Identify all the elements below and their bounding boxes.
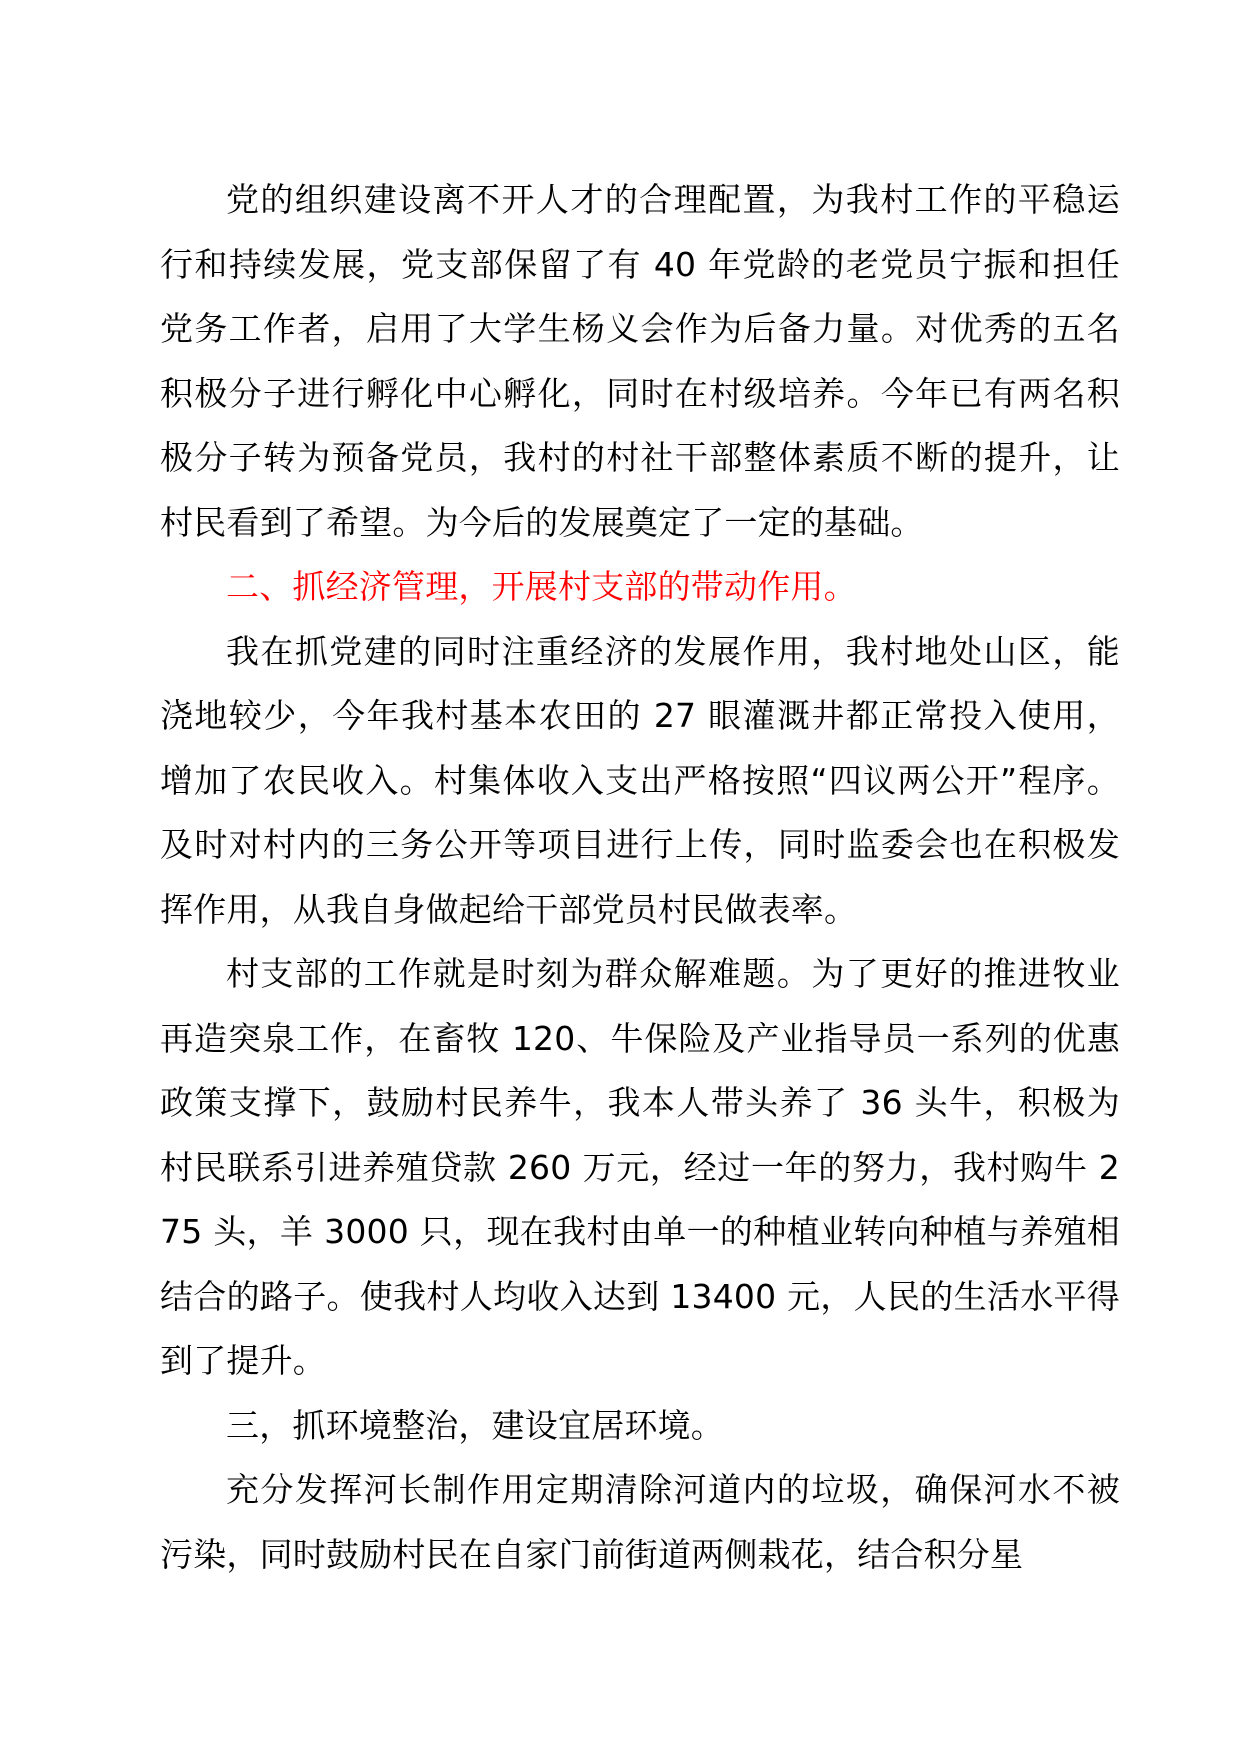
paragraph-river-cleanup: 充分发挥河长制作用定期清除河道内的垃圾，确保河水不被污染，同时鼓励村民在自家门前街道两侧栽花，结合积分星: [160, 1470, 1120, 1574]
section-heading-environment: 三，抓环境整治，建设宜居环境。: [226, 1405, 724, 1445]
paragraph-party-organization: 党的组织建设离不开人才的合理配置，为我村工作的平稳运行和持续发展，党支部保留了有 40 年党龄的老党员宁振和担任党务工作者，启用了大学生杨义会作为后备力量。对优秀的五名积极分子进行孵化中心孵化，同时在村级培养。今年已有两名积极分子转为预备党员，我村的村社干部整体素质不断的提升，让村民看到了希望。为今后的发展奠定了一定的基础。: [160, 180, 1120, 542]
paragraph-livestock-support: 村支部的工作就是时刻为群众解难题。为了更好的推进牧业再造突泉工作，在畜牧 120、牛保险及产业指导员一系列的优惠政策支撑下，鼓励村民养牛，我本人带头养了 36 头牛，积极为村民联系引进养殖贷款 260 万元，经过一年的努力，我村购牛 275 头，羊 3000 只，现在我村由单一的种植业转向种植与养殖相结合的路子。使我村人均收入达到 13400 元，人民的生活水平得到了提升。: [160, 954, 1120, 1380]
paragraph-economic-development: 我在抓党建的同时注重经济的发展作用，我村地处山区，能浇地较少，今年我村基本农田的 27 眼灌溉井都正常投入使用，增加了农民收入。村集体收入支出严格按照“四议两公开”程序。及时对村内的三务公开等项目进行上传，同时监委会也在积极发挥作用，从我自身做起给干部党员村民做表率。: [160, 631, 1120, 929]
document-body: [160, 168, 1120, 1587]
section-heading-economic-management: 二、抓经济管理，开展村支部的带动作用。: [226, 567, 857, 606]
